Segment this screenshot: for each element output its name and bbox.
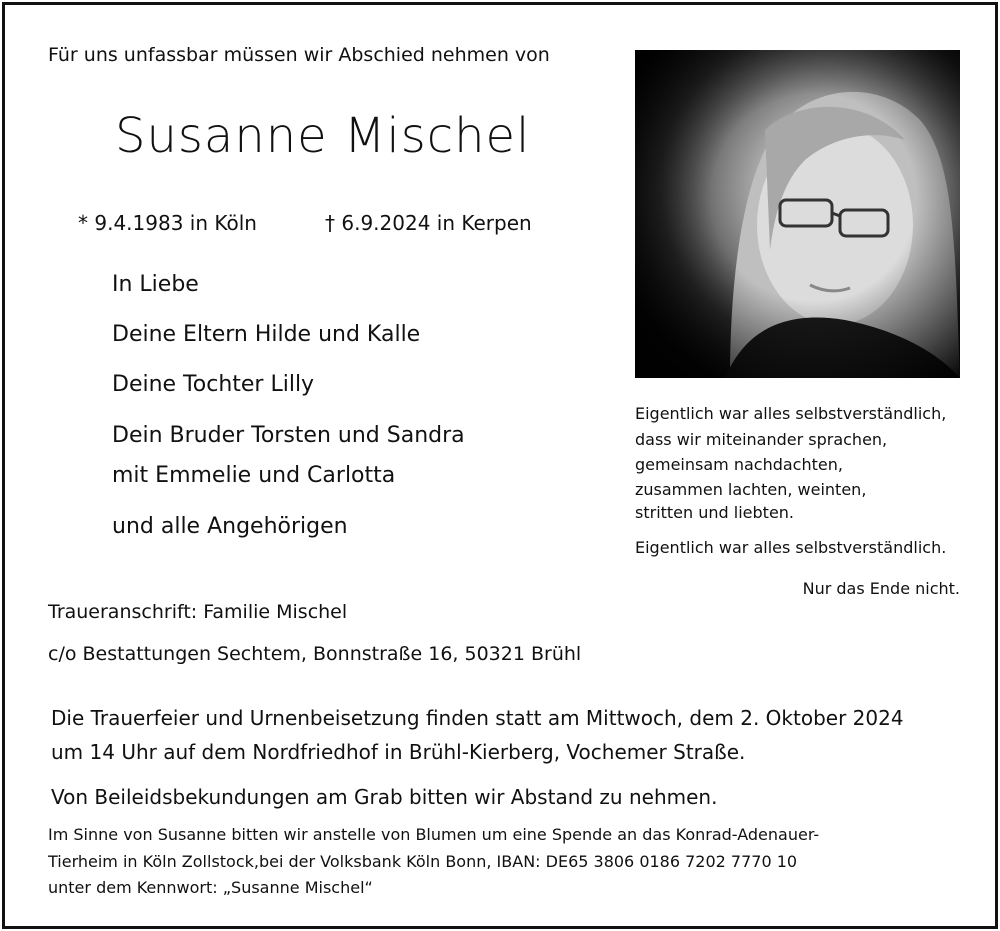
poem-line: zusammen lachten, weinten, <box>635 480 867 499</box>
poem-closing-line: Nur das Ende nicht. <box>802 579 960 598</box>
donation-note: Tierheim in Köln Zollstock,bei der Volksbank Köln Bonn, IBAN: DE65 3806 0186 7202 7770 10 <box>48 852 798 871</box>
donation-note: unter dem Kennwort: „Susanne Mischel“ <box>48 878 373 897</box>
portrait-photo <box>635 50 960 378</box>
poem-line: Eigentlich war alles selbstverständlich, <box>635 404 947 423</box>
intro-text: Für uns unfassbar müssen wir Abschied nehmen von <box>48 44 550 66</box>
condolence-note: Von Beileidsbekundungen am Grab bitten wir Abstand zu nehmen. <box>51 785 718 809</box>
donation-note: Im Sinne von Susanne bitten wir anstelle von Blumen um eine Spende an das Konrad-Adenauer- <box>48 825 820 844</box>
deceased-name: Susanne Mischel <box>115 108 531 164</box>
poem-line: gemeinsam nachdachten, <box>635 455 843 474</box>
mourning-address: Traueranschrift: Familie Mischel <box>48 601 348 623</box>
poem-line: Eigentlich war alles selbstverständlich. <box>635 538 947 557</box>
signatory-line: In Liebe <box>112 272 199 297</box>
portrait-photo-illustration <box>635 50 960 378</box>
signatory-line: und alle Angehörigen <box>112 514 348 539</box>
death-date: † 6.9.2024 in Kerpen <box>325 211 532 235</box>
mourning-address: c/o Bestattungen Sechtem, Bonnstraße 16, 50321 Brühl <box>48 643 582 665</box>
ceremony-info: Die Trauerfeier und Urnenbeisetzung finden statt am Mittwoch, dem 2. Oktober 2024 <box>51 706 904 730</box>
signatory-line: Deine Eltern Hilde und Kalle <box>112 322 421 347</box>
poem-line: dass wir miteinander sprachen, <box>635 430 888 449</box>
signatory-line: Deine Tochter Lilly <box>112 372 315 397</box>
poem-line: stritten und liebten. <box>635 503 795 522</box>
ceremony-info: um 14 Uhr auf dem Nordfriedhof in Brühl-Kierberg, Vochemer Straße. <box>51 740 746 764</box>
birth-date: * 9.4.1983 in Köln <box>78 211 257 235</box>
signatory-line: mit Emmelie und Carlotta <box>112 463 396 488</box>
signatory-line: Dein Bruder Torsten und Sandra <box>112 423 465 448</box>
